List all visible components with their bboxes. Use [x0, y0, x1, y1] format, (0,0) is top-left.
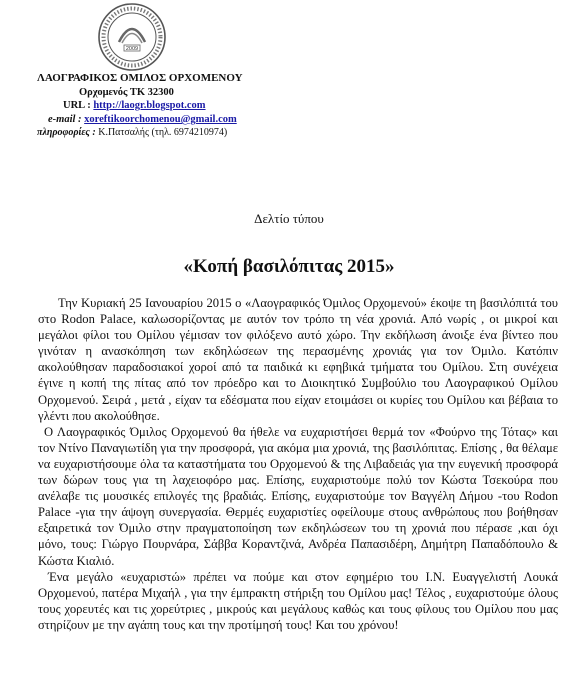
blog-url-link[interactable]: http://laogr.blogspot.com [93, 100, 206, 111]
info-contact: Κ.Πατσαλής (τηλ. 6974210974) [98, 127, 228, 138]
url-label: URL : [63, 100, 91, 111]
email-link[interactable]: xoreftikoorchomenou@gmail.com [84, 114, 237, 125]
paragraph-thanks: Ο Λαογραφικός Όμιλος Ορχομενού θα ήθελε να ευχαριστήσει θερμά τον «Φούρνο της Τότας» και τον Ντίνο Παναγιωτίδη για την προσφορά, για ακόμα μια χρονιά, της βασιλόπιτας. Επίσης , θα θέλαμε να ευχαριστήσουμε όλα τα καταστήματα του Ορχομενού & της Λιβαδειάς για την ευγενική προσφορά των δώρων τους για τη λαχειοφόρο μας. Επίσης, ευχαριστούμε πολύ τον Κώστα Τσεκούρα που ανέλαβε τις μουσικές επιλογές της βραδιάς. Επίσης, ευχαριστούμε τον Βαγγέλη Δήμου -του Rodon Palace -για την άψογη συνεργασία. Θερμές ευχαριστίες οφείλουμε στους ανθρώπους που βοήθησαν εξαιρετικά τον Όμιλο στην πραγματοποίηση των εκδηλώσεων του τη χρονιά που πέρασε ,και όχι μόνο, τους: Γιώργο Πουρνάρα, Σάββα Κοραντζινά, Ανδρέα Παπασιδέρη, Δημήτρη Παπαδόπουλο & Κώστα Κιαλιό. [38, 424, 558, 568]
paragraph-closing: Ένα μεγάλο «ευχαριστώ» πρέπει να πούμε και στον εφημέριο του Ι.Ν. Ευαγγελιστή Λουκά Ορχομενού, πατέρα Μιχαήλ , για την έμπρακτη στήριξη του Ομίλου μας! Τέλος , ευχαριστούμε όλους τους χορευτές και τις χορεύτριες , μικρούς και μεγάλους καθώς και τους φίλους του Ομίλου που μας στηρίζουν με την αγάπη τους και την προτίμησή τους! Και του χρόνου! [38, 569, 558, 632]
email-label: e-mail : [48, 114, 82, 125]
press-release-label: Δελτίο τύπου [254, 211, 324, 226]
info-label: πληροφορίες : [37, 127, 96, 138]
paragraph-event: Την Κυριακή 25 Ιανουαρίου 2015 ο «Λαογραφικός Όμιλος Ορχομενού» έκοψε τη βασιλόπιτά του στο Rodon Palace, καλωσορίζοντας με αυτόν τον τρόπο τη νέα χρονιά. Από νωρίς , οι μικροί και μεγάλοι φίλοι του Ομίλου γέμισαν τον φιλόξενο αυτό χώρο. Την εκδήλωση άνοιξε ένα βίντεο που γινόταν η ανασκόπηση των εκδηλώσεων της περασμένης χρονιάς για τον Όμιλο. Κατόπιν ακολούθησαν παραδοσιακοί χοροί από τα παιδικά κι εφηβικά τμήματα του Ομίλου. Στη συνέχεια έγινε η κοπή της πίτας από τον πρόεδρο και το Διοικητικό Συμβούλιο του Λαογραφικού Ομίλου Ορχομενού. Σειρά , μετά , είχαν τα εδέσματα που είχαν ετοιμάσει οι κυρίες του Ομίλου και βέβαια το γλέντι που ακολούθησε. [38, 296, 558, 423]
association-seal-logo [97, 2, 167, 72]
seal-year: 2009 [125, 46, 139, 52]
email-line [48, 113, 237, 126]
document-title: «Κοπή βασιλόπιτας 2015» [183, 256, 395, 277]
url-line [63, 99, 206, 112]
organization-name: ΛΑΟΓΡΑΦΙΚΟΣ ΟΜΙΛΟΣ ΟΡΧΟΜΕΝΟΥ [37, 72, 243, 84]
info-line [37, 126, 227, 139]
address: Ορχομενός ΤΚ 32300 [79, 87, 174, 98]
document-body [38, 295, 558, 633]
